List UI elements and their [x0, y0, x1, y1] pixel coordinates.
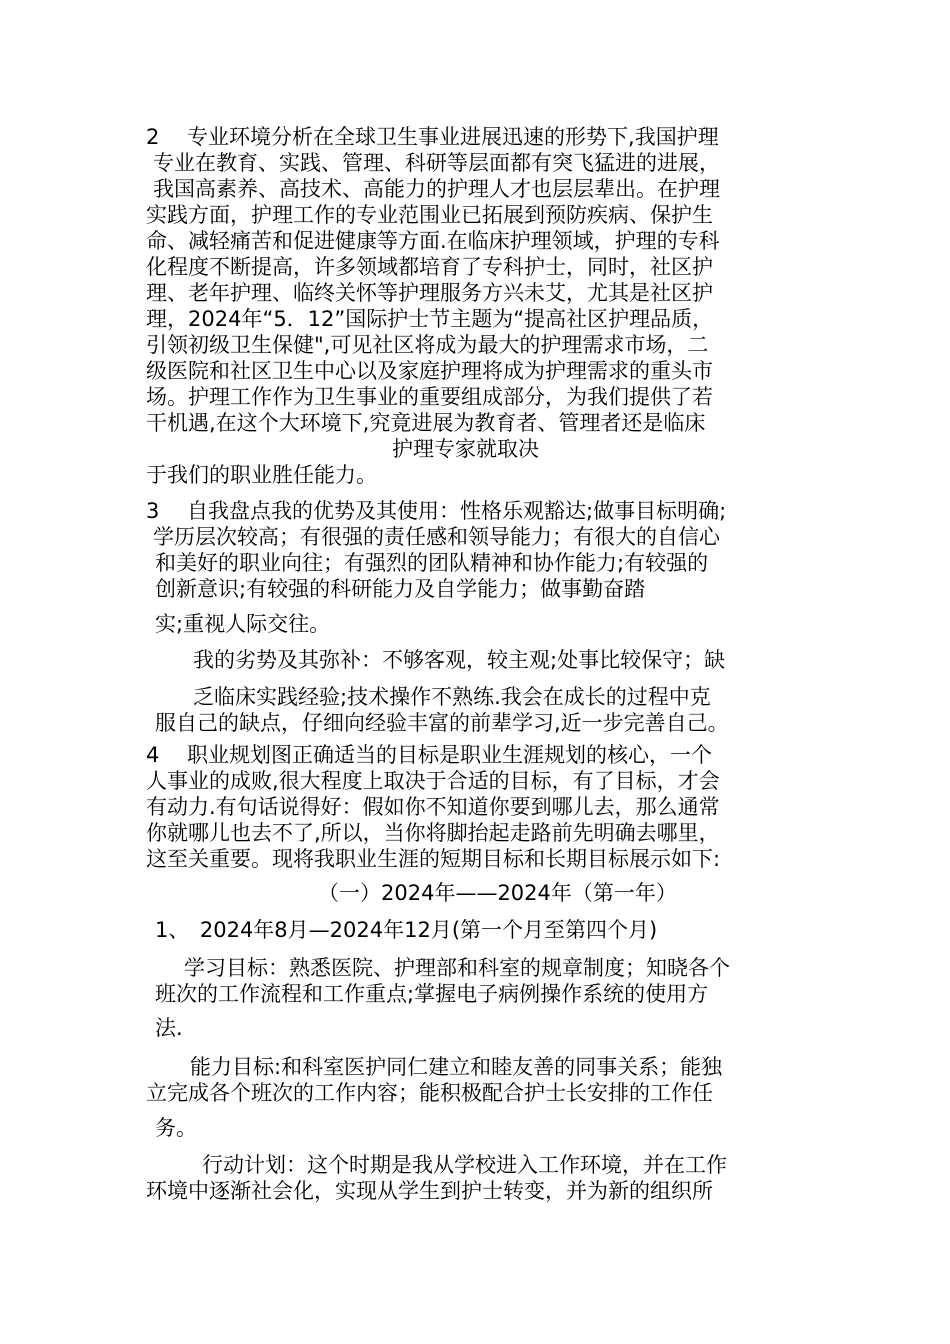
weakness-line: 乏临床实践经验;技术操作不熟练.我会在成长的过程中克	[193, 685, 711, 709]
section-2-line: 我国高素养、高技术、高能力的护理人才也层层辈出。在护理	[153, 177, 720, 201]
action-plan-line: 行动计划：这个时期是我从学校进入工作环境，并在工作	[202, 1153, 727, 1177]
section-2-line: 实践方面，护理工作的专业范围业已拓展到预防疾病、保护生	[146, 203, 713, 227]
section-4-line: 这至关重要。现将我职业生涯的短期目标和长期目标展示如下:	[146, 847, 721, 871]
study-goal-tail: 法.	[155, 1016, 183, 1040]
section-4-line: 你就哪儿也去不了,所以，当你将脚抬起走路前先明确去哪里，	[146, 821, 720, 845]
section-2-line: 引领初级卫生保健",可见社区将成为最大的护理需求市场，二	[146, 333, 709, 357]
study-goal-line: 班次的工作流程和工作重点;掌握电子病例操作系统的使用方	[155, 982, 709, 1006]
section-2-line: 2 专业环境分析在全球卫生事业进展迅速的形势下,我国护理	[146, 125, 719, 149]
section-2-line: 场。护理工作作为卫生事业的重要组成部分，为我们提供了若	[146, 385, 713, 409]
section-3-line: 学历层次较高；有很强的责任感和领导能力；有很大的自信心	[153, 525, 720, 549]
weakness-line: 服自己的缺点，仔细向经验丰富的前辈学习,近一步完善自己。	[155, 711, 729, 735]
section-2-line: 护理专家就取决	[392, 437, 539, 461]
ability-goal-line: 能力目标:和科室医护同仁建立和睦友善的同事关系；能独	[190, 1055, 723, 1079]
section-2-line: 级医院和社区卫生中心以及家庭护理将成为护理需求的重头市	[146, 359, 713, 383]
section-2-line: 化程度不断提高，许多领域都培育了专科护士，同时，社区护	[146, 255, 713, 279]
section-4-line: 4 职业规划图正确适当的目标是职业生涯规划的核心，一个	[146, 743, 713, 767]
section-4-line: 人事业的成败,很大程度上取决于合适的目标，有了目标，才会	[146, 769, 720, 793]
section-3-line: 和美好的职业向往；有强烈的团队精神和协作能力;有较强的	[155, 551, 709, 575]
section-2-line: 理、老年护理、临终关怀等护理服务方兴未艾，尤其是社区护	[146, 281, 713, 305]
section-2-line: 干机遇,在这个大环境下,究竟进展为教育者、管理者还是临床	[146, 411, 706, 435]
study-goal-line: 学习目标：熟悉医院、护理部和科室的规章制度；知晓各个	[184, 956, 730, 980]
section-2-line: 专业在教育、实践、管理、科研等层面都有突飞猛进的进展，	[153, 151, 720, 175]
subheading: （一）2024年——2024年（第一年）	[318, 881, 677, 905]
section-2-tail: 于我们的职业胜任能力。	[146, 463, 377, 487]
weakness-line: 我的劣势及其弥补：不够客观，较主观;处事比较保守；缺	[193, 648, 726, 672]
section-2-line: 命、减轻痛苦和促进健康等方面.在临床护理领域，护理的专科	[146, 229, 720, 253]
action-plan-line: 环境中逐渐社会化，实现从学生到护士转变，并为新的组织所	[146, 1179, 713, 1203]
item-1-heading: 1、 2024年8月—2024年12月(第一个月至第四个月)	[155, 918, 658, 942]
ability-goal-tail: 务。	[155, 1116, 197, 1140]
section-2-line: 理，2024年“5．12”国际护士节主题为“提高社区护理品质，	[146, 307, 714, 331]
section-4-line: 有动力.有句话说得好：假如你不知道你要到哪儿去，那么通常	[146, 795, 720, 819]
ability-goal-line: 立完成各个班次的工作内容；能积极配合护士长安排的工作任	[146, 1081, 713, 1105]
section-3-tail: 实;重视人际交往。	[155, 612, 331, 636]
section-3-line: 创新意识;有较强的科研能力及自学能力；做事勤奋踏	[155, 577, 646, 601]
section-3-line: 3 自我盘点我的优势及其使用：性格乐观豁达;做事目标明确;	[146, 499, 727, 523]
